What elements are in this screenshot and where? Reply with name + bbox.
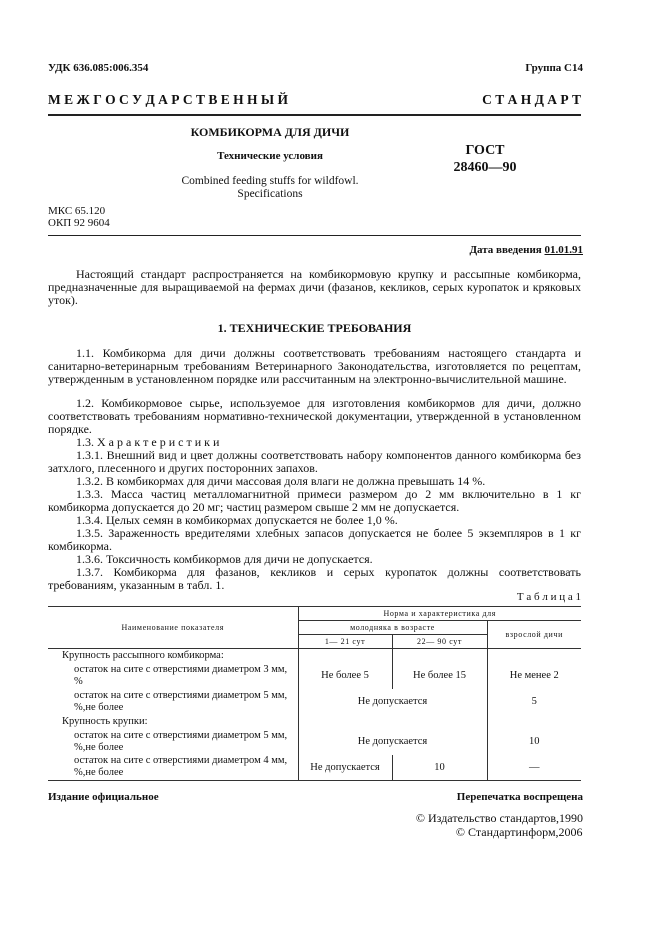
english-title [118,175,422,201]
requirements-table [48,606,581,781]
gost-label: ГОСТ [465,143,505,158]
classification-codes [48,205,110,229]
title-rule [48,235,581,236]
row-sieve-3mm-label-b: % [74,675,83,687]
group-loose-feed: Крупность рассыпного комбикорма: [62,650,224,662]
paragraph-1-1: 1.1. Комбикорма для дичи должны соответствовать требованиям настоящего стандарта и санитарно-ветеринарным требованиям Ветеринарного Законодательства, изготовляется по рецептам, утвержденным в установленном порядке или рассчитанным на электронно-вычислительной машине. [48,346,581,387]
official-edition: Издание официальное [48,791,159,803]
paragraph-1-3-1: 1.3.1. Внешний вид и цвет должны соответствовать набору компонентов данного комбикорма без затхлого, плесенного и других посторонних запахов. [48,448,581,476]
udk-code: УДК 636.085:006.354 [48,62,149,74]
intro-date-label: Дата введения [469,244,542,256]
row-crumble-5mm-young: Не допускается [298,729,487,755]
row-sieve-3mm-label-a: остаток на сите с отверстиями диаметром 3 мм, [74,663,288,675]
header-age-1-21: 1— 21 сут [298,635,392,649]
row-crumble-4mm-young2: 10 [392,755,487,781]
row-sieve-5mm-label-a: остаток на сите с отверстиями диаметром 5 мм, [74,689,288,701]
intro-date [469,244,583,256]
table-row [48,689,581,715]
standard-banner [48,92,581,108]
row-sieve-5mm-adult: 5 [487,689,581,715]
row-crumble-4mm-young1: Не допускается [298,755,392,781]
paragraph-1-2: 1.2. Комбикормовое сырье, используемое для изготовления комбикормов для дичи, должно соответствовать требованиям нормативно-технической документации, утвержденной в установленном порядке. [48,396,581,437]
row-sieve-5mm-young: Не допускается [298,689,487,715]
table-row [48,755,581,781]
paragraph-1-3: 1.3. Х а р а к т е р и с т и к и [76,435,220,449]
row-sieve-3mm-label [48,663,298,689]
document-subtitle: Технические условия [217,150,323,162]
header-age-22-90: 22— 90 сут [392,635,487,649]
row-crumble-5mm-label-a: остаток на сите с отверстиями диаметром 5 мм, [74,729,288,741]
header-young: молодняка в возрасте [298,621,487,635]
section-title: 1. ТЕХНИЧЕСКИЕ ТРЕБОВАНИЯ [217,321,412,335]
table-row [48,663,581,689]
intro-paragraph: Настоящий стандарт распространяется на комбикормовую крупку и рассыпные комбикорма, предназначенные для выращиваемой на фермах дичи (фазанов, кекликов, серых куропаток и кряковых уток). [48,267,581,308]
paragraph-1-3-6: 1.3.6. Токсичность комбикормов для дичи не допускается. [76,552,373,566]
row-sieve-3mm-adult: Не менее 2 [487,663,581,689]
row-sieve-5mm-label-b: %,не более [74,701,124,713]
gost-number: 28460—90 [453,160,517,175]
english-title-line1: Combined feeding stuffs for wildfowl. [181,175,359,187]
paragraph-1-3-7: 1.3.7. Комбикорма для фазанов, кекликов и серых куропаток должны соответствовать требованиям, указанным в табл. 1. [48,565,581,593]
intro-date-value: 01.01.91 [544,244,583,256]
header-indicator-name: Наименование показателя [48,607,298,649]
gost-designation [440,142,530,176]
row-crumble-5mm-adult: 10 [487,729,581,755]
header-rule [48,114,581,116]
header-adult: взрослой дичи [487,621,581,649]
row-crumble-4mm-adult: — [487,755,581,781]
row-crumble-4mm-label-a: остаток на сите с отверстиями диаметром 4 мм, [74,755,288,767]
group-crumbles: Крупность крупки: [62,716,148,727]
mks-code: МКС 65.120 [48,205,106,217]
paragraph-1-3-5: 1.3.5. Зараженность вредителями хлебных запасов допускается не более 5 экземпляров в 1 кг комбикорма. [48,526,581,554]
reprint-prohibited: Перепечатка воспрещена [456,791,583,803]
table-row [48,729,581,755]
paragraph-1-3-3: 1.3.3. Масса частиц металломагнитной примеси размером до 2 мм включительно в 1 кг комбикорма допускается до 20 мг; частиц размером свыше 2 мм не допускается. [48,487,581,515]
row-sieve-3mm-young2: Не более 15 [392,663,487,689]
header-norm: Норма и характеристика для [298,607,581,621]
banner-standard: С Т А Н Д А Р Т [482,92,581,107]
table-row [48,715,581,729]
row-sieve-5mm-label [48,689,298,715]
document-title: КОМБИКОРМА ДЛЯ ДИЧИ [190,125,350,139]
row-crumble-5mm-label-b: %,не более [74,741,124,753]
english-title-line2: Specifications [237,188,303,200]
banner-interstate: М Е Ж Г О С У Д А Р С Т В Е Н Н Ы Й [48,92,289,107]
row-sieve-3mm-young1: Не более 5 [298,663,392,689]
paragraph-1-3-2: 1.3.2. В комбикормах для дичи массовая доля влаги не должна превышать 14 %. [76,474,486,488]
paragraph-1-3-4: 1.3.4. Целых семян в комбикормах допускается не более 1,0 %. [76,513,398,527]
group-code: Группа С14 [525,62,583,74]
row-crumble-4mm-label [48,755,298,781]
table-caption: Т а б л и ц а 1 [516,591,581,603]
row-crumble-4mm-label-b: %,не более [74,767,124,779]
row-crumble-5mm-label [48,729,298,755]
copyright-2006: © Стандартинформ,2006 [455,825,583,839]
table-row [48,649,581,663]
copyright-block [416,811,583,839]
okp-code: ОКП 92 9604 [48,217,110,229]
copyright-1990: © Издательство стандартов,1990 [415,811,583,825]
